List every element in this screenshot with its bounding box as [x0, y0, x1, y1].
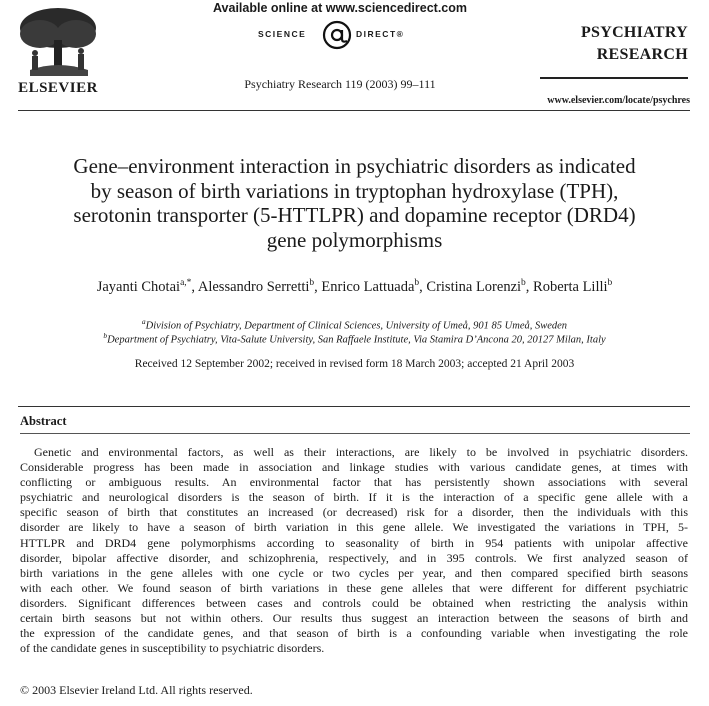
title-line: gene polymorphisms [266, 227, 443, 252]
affiliation-b [10, 331, 699, 346]
affiliation-mark: a [141, 317, 146, 326]
abstract-line: certain birth seasons but not within others. Our results thus suggest an interaction between the seasons of birth and [20, 611, 688, 626]
sciencedirect-left-text: SCIENCE [258, 29, 307, 39]
author-affiliation-mark: b [521, 278, 526, 288]
section-divider [18, 406, 690, 407]
author-separator: , [191, 278, 198, 295]
article-title [10, 154, 699, 252]
author-affiliation-mark: b [607, 278, 613, 288]
author-affiliation-mark: b [309, 278, 315, 288]
affiliation-text: Department of Psychiatry, Vita-Salute University, San Raffaele Institute, Via Stamira D’Ancona 20, 20127 Milan, Italy [107, 334, 606, 346]
abstract-line: specific season of birth that constitutes an increased (or decreased) risk for a disorder, then the individuals with this [20, 505, 688, 520]
sciencedirect-right-text: DIRECT® [356, 29, 405, 39]
author-name[interactable]: Jayanti Chotai [96, 278, 181, 295]
abstract-line: of the candidate genes in susceptibility to psychiatric disorders. [20, 641, 325, 656]
author-name[interactable]: Alessandro Serretti [197, 278, 310, 295]
abstract-line: the expression of the candidate genes, and that season of birth is a confounding variable when investigating the role [20, 626, 688, 641]
journal-title [540, 22, 688, 66]
header-divider [18, 110, 690, 111]
abstract-line: birth variations in the gene alleles with one cycle or two cycles per year, and then compared specified birth seasons [20, 565, 688, 580]
affiliation-mark: b [103, 331, 108, 340]
title-line: serotonin transporter (5-HTTLPR) and dopamine receptor (DRD4) [73, 203, 636, 227]
title-line: Gene–environment interaction in psychiatric disorders as indicated [73, 154, 636, 178]
elsevier-tree-emblem-icon [10, 4, 106, 78]
author-affiliation-mark: a,* [180, 278, 192, 288]
title-line: by season of birth variations in tryptophan hydroxylase (TPH), [90, 178, 619, 203]
journal-url-link[interactable]: www.elsevier.com/locate/psychres [547, 95, 690, 106]
abstract-line: HTTLPR and DRD4 gene polymorphisms according to seasonality of birth in 954 patients with unipolar affective [20, 535, 688, 550]
author-name[interactable]: Enrico Lattuada [321, 278, 415, 295]
abstract-heading: Abstract [20, 414, 67, 428]
abstract-line: conflicting or ambiguous results. An environmental factor that has persistently shown associations with several [20, 475, 688, 490]
elsevier-logo [10, 4, 106, 104]
author-name[interactable]: Roberta Lilli [533, 278, 608, 295]
journal-citation: Psychiatry Research 119 (2003) 99–111 [244, 77, 436, 91]
journal-title-line-2: RESEARCH [596, 46, 688, 63]
received-dates: Received 12 September 2002; received in revised form 18 March 2003; accepted 21 April 2003 [134, 358, 575, 370]
available-online-link[interactable]: Available online at www.sciencedirect.com [212, 1, 468, 15]
abstract-line: with each other. We found season of birth variations in these gene alleles that were different for different psychiatric [20, 580, 688, 595]
abstract-line: Considerable progress has been made in association and linkage studies with various candidate genes, at times with [20, 460, 688, 475]
at-sign-icon [322, 20, 352, 50]
abstract-rule [20, 433, 690, 434]
author-separator: , [525, 278, 534, 295]
author-name[interactable]: Cristina Lorenzi [426, 278, 522, 295]
publisher-name: ELSEVIER [18, 80, 98, 96]
author-affiliation-mark: b [414, 278, 420, 288]
abstract-line: psychiatric and neurological disorders is the season of birth. If it is the interaction of a specific gene allele with a [20, 490, 688, 505]
abstract-line: disorder are likely to have a season of birth variation in this gene allele. We investigated the variations in TPH, 5- [20, 520, 688, 535]
journal-title-line-1: PSYCHIATRY [580, 24, 688, 41]
affiliation-a [10, 317, 699, 332]
author-separator: , [314, 278, 322, 295]
author-list [10, 278, 699, 296]
affiliation-text: Division of Psychiatry, Department of Clinical Sciences, University of Umeå, 901 85 Umeå, Sweden [145, 320, 568, 332]
abstract-body [20, 445, 688, 656]
abstract-line: disorder, bipolar affective disorder, and schizophrenia, respectively, and in 395 controls. We first analyzed season of [20, 550, 688, 565]
sciencedirect-logo [250, 20, 430, 50]
journal-title-rule [540, 77, 688, 79]
author-separator: , [419, 278, 427, 295]
abstract-line: disorders. Significant differences between cases and controls could be obtained when restricting the analysis within [20, 595, 688, 610]
abstract-line: Genetic and environmental factors, as well as their interactions, are likely to be involved in psychiatric disorders. [34, 445, 688, 459]
copyright-notice: © 2003 Elsevier Ireland Ltd. All rights reserved. [20, 683, 253, 697]
